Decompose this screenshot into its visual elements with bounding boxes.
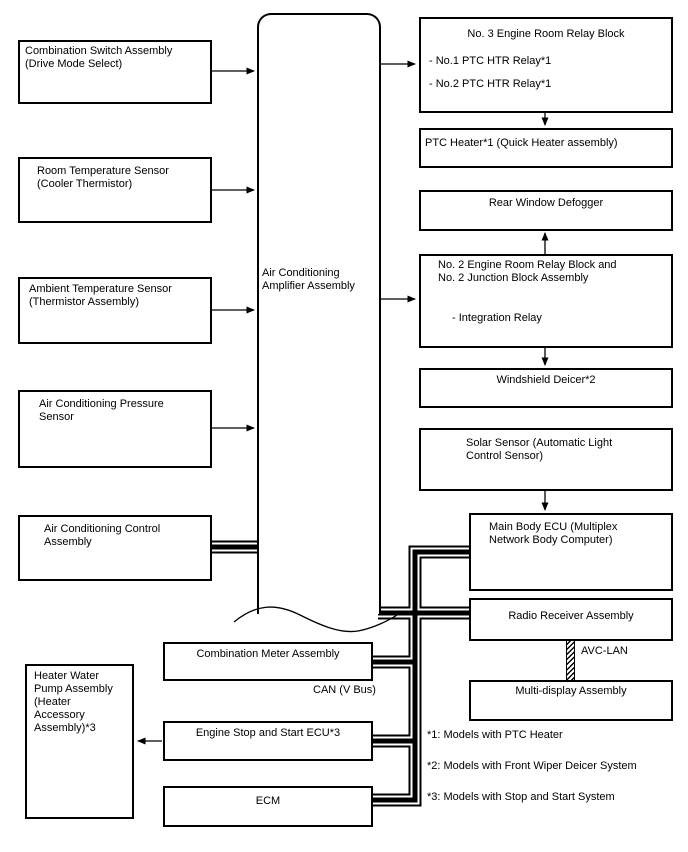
relay-item: - No.1 PTC HTR Relay*1 bbox=[429, 55, 552, 67]
box-label: Heater Water bbox=[34, 670, 100, 682]
can-bus-label: CAN (V Bus) bbox=[313, 684, 376, 696]
avc-lan-connector bbox=[566, 639, 575, 681]
box-label: Multi-display Assembly bbox=[515, 685, 627, 697]
box-ecm bbox=[163, 786, 373, 827]
box-label: ECM bbox=[255, 795, 281, 807]
box-windshield-deicer bbox=[419, 368, 673, 408]
box-heater-water-pump-assembly bbox=[25, 664, 134, 819]
box-label: (Cooler Thermistor) bbox=[37, 178, 133, 190]
box-label: Sensor bbox=[39, 411, 74, 423]
box-label: PTC Heater*1 (Quick Heater assembly) bbox=[425, 137, 618, 149]
box-label: Main Body ECU (Multiplex bbox=[489, 521, 618, 533]
box-label: Air Conditioning Control bbox=[44, 523, 161, 535]
footnote-2: *2: Models with Front Wiper Deicer System bbox=[427, 760, 637, 772]
box-ac-control-assembly bbox=[18, 515, 212, 581]
avc-lan-label: AVC-LAN bbox=[581, 645, 628, 657]
box-no2-engine-room-relay-block bbox=[419, 254, 673, 348]
box-combination-meter-assembly bbox=[163, 642, 373, 681]
box-label: Assembly)*3 bbox=[34, 722, 96, 734]
box-multi-display-assembly bbox=[469, 680, 673, 721]
box-label: Radio Receiver Assembly bbox=[508, 610, 634, 622]
box-label: Assembly bbox=[44, 536, 92, 548]
box-label: Ambient Temperature Sensor bbox=[29, 283, 172, 295]
box-label: Pump Assembly bbox=[34, 683, 113, 695]
box-main-body-ecu bbox=[469, 513, 673, 591]
box-title: No. 2 Junction Block Assembly bbox=[438, 272, 589, 284]
box-label: Accessory bbox=[34, 709, 85, 721]
box-label: Air Conditioning Pressure bbox=[39, 398, 164, 410]
box-label: Solar Sensor (Automatic Light bbox=[466, 437, 613, 449]
amplifier-label: Air Conditioning Amplifier Assembly bbox=[262, 267, 355, 292]
box-no3-engine-room-relay-block bbox=[419, 17, 673, 113]
relay-item: - Integration Relay bbox=[452, 312, 542, 324]
box-label: (Thermistor Assembly) bbox=[29, 296, 140, 308]
box-combination-switch-assembly bbox=[18, 40, 212, 104]
box-label: Combination Meter Assembly bbox=[196, 648, 340, 660]
footnote-3: *3: Models with Stop and Start System bbox=[427, 791, 615, 803]
box-label: (Heater bbox=[34, 696, 71, 708]
box-engine-stop-start-ecu bbox=[163, 721, 373, 761]
box-radio-receiver-assembly bbox=[469, 598, 673, 641]
box-label: (Drive Mode Select) bbox=[25, 58, 123, 70]
box-label: Combination Switch Assembly bbox=[25, 45, 173, 57]
footnote-1: *1: Models with PTC Heater bbox=[427, 729, 563, 741]
box-ambient-temperature-sensor bbox=[18, 277, 212, 344]
box-solar-sensor bbox=[419, 428, 673, 491]
box-title: No. 3 Engine Room Relay Block bbox=[467, 28, 625, 40]
box-label: Room Temperature Sensor bbox=[37, 165, 169, 177]
box-rear-window-defogger bbox=[419, 190, 673, 231]
box-ac-amplifier-assembly bbox=[257, 13, 381, 614]
relay-item: - No.2 PTC HTR Relay*1 bbox=[429, 78, 552, 90]
box-label: Windshield Deicer*2 bbox=[496, 374, 596, 386]
box-label: Control Sensor) bbox=[466, 450, 544, 462]
box-title: No. 2 Engine Room Relay Block and bbox=[438, 259, 617, 271]
box-ptc-heater bbox=[419, 128, 673, 168]
box-ac-pressure-sensor bbox=[18, 390, 212, 468]
box-label: Network Body Computer) bbox=[489, 534, 613, 546]
box-label: Rear Window Defogger bbox=[488, 197, 604, 209]
box-label: Engine Stop and Start ECU*3 bbox=[195, 727, 341, 739]
box-room-temperature-sensor bbox=[18, 157, 212, 223]
